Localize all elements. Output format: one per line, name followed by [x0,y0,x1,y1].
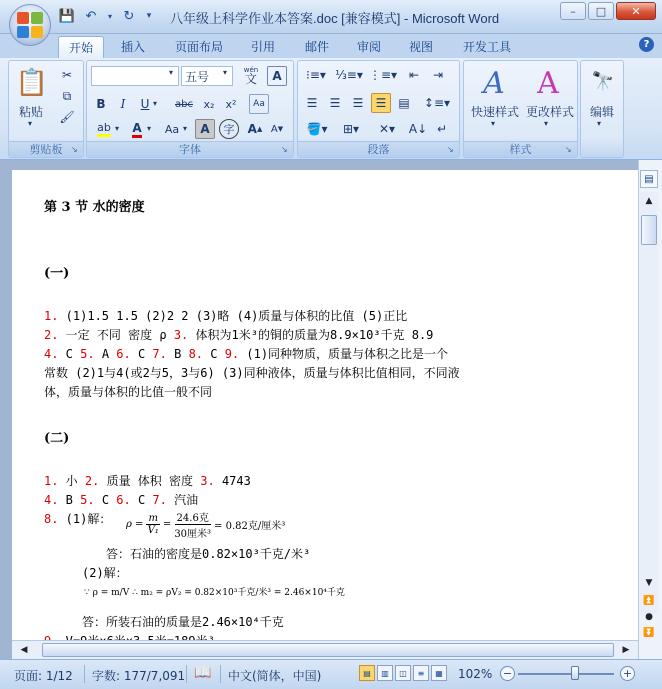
question-number: 6. [116,347,131,361]
question-number: 3. [173,328,189,342]
shading-icon[interactable]: 🪣▾ [306,122,328,136]
enclose-characters-icon[interactable]: 字 [219,119,239,139]
answer-text: B [58,493,81,507]
align-left-icon[interactable]: ☰ [306,96,318,110]
print-layout-view-icon[interactable]: ▤ [359,665,375,681]
phonetic-guide-button[interactable] [239,65,263,85]
formula-fraction-2 [174,509,211,540]
tab-review[interactable]: 审阅 [356,40,381,54]
formula-rho: ρ = [126,518,144,530]
change-styles-dropdown-icon[interactable]: ▾ [544,119,549,128]
formula-equals: = [162,518,172,530]
status-separator [84,665,85,683]
redo-icon[interactable]: ↻ [123,8,135,24]
answer-line [44,510,111,527]
answer-text: 4743 [214,474,251,488]
underline-icon[interactable]: U [140,97,150,111]
ribbon-tabs [0,34,662,58]
styles-group [463,60,578,158]
strikethrough-icon[interactable]: abc [175,98,193,110]
answer-text: C [94,493,117,507]
ruler-toggle-icon[interactable]: ▤ [640,170,658,188]
answer-text: (1)1.5 1.5 (2)2 2 (3)略 (4)质量与体积的比值 (5)正比 [58,309,408,323]
clear-formatting-icon[interactable]: Aa [249,94,269,114]
horizontal-scrollbar[interactable] [12,640,638,659]
browse-object-icon[interactable]: ● [645,612,653,622]
page-count[interactable]: 页面: 1/12 [14,669,73,683]
question-number: 2. [84,474,100,488]
bold-icon[interactable]: B [96,97,106,111]
tab-references[interactable]: 引用 [250,40,275,54]
font-color-icon[interactable]: A [127,119,147,139]
font-name-select[interactable] [91,66,179,86]
styles-launcher-icon[interactable]: ↘ [565,145,572,154]
zoom-out-icon[interactable]: − [500,666,515,681]
character-border-button[interactable]: A [267,66,287,86]
change-styles-button[interactable]: 更改样式 [525,105,574,119]
full-screen-reading-icon[interactable]: ▥ [377,665,393,681]
quick-styles-dropdown-icon[interactable]: ▾ [491,119,496,128]
answer-text: C [58,347,81,361]
zoom-in-icon[interactable]: + [620,666,635,681]
phonetic-guide-char: 文 [244,72,257,86]
tab-developer[interactable]: 开发工具 [462,40,511,54]
density-formula-2: ∵ ρ = m/V ∴ m₂ = ρV₂ = 0.82×10³千克/米³ = 2.46×10⁴千克 [84,588,345,598]
paste-dropdown-icon[interactable]: ▾ [28,119,33,128]
save-icon[interactable]: 💾 [58,8,76,24]
answer-line [44,472,251,489]
question-number: 4. [44,493,59,507]
multilevel-list-icon[interactable]: ⋮≡▾ [368,68,398,82]
font-launcher-icon[interactable]: ↘ [281,145,288,154]
formula-denominator-1: V₁ [147,524,159,536]
asian-layout-icon[interactable]: ✕▾ [378,122,396,136]
paragraph-group-label: 段落 [298,141,459,157]
borders-icon[interactable]: ⊞▾ [342,122,360,136]
customize-qat-icon[interactable]: ▾ [146,11,152,21]
answer-text: 汽油 [166,493,199,507]
office-logo-icon [17,12,43,38]
clipboard-group [8,60,84,158]
show-marks-icon[interactable]: ↵ [436,122,448,136]
next-page-icon[interactable]: ⏬ [643,628,655,638]
clipboard-group-label: 剪贴板 [9,141,83,157]
formula-numerator-2: 24.6克 [175,509,211,525]
shrink-font-icon[interactable]: A ▼ [270,123,284,135]
font-group-label: 字体 [87,141,293,157]
paste-icon[interactable]: 📋 [15,68,49,98]
previous-page-icon[interactable]: ⏫ [643,596,655,606]
question-number: 5. [80,347,95,361]
font-group [86,60,294,158]
zoom-level[interactable]: 102% [458,667,493,681]
question-number: 6. [116,493,131,507]
answer-text: 体积为1米³的铜的质量为8.9×10³千克 8.9 [188,328,434,342]
character-shading-icon[interactable]: A [195,119,215,139]
editing-group [580,60,624,158]
answer-text: 小 [58,474,85,488]
answer-text: B [166,347,189,361]
section-1-heading: (一) [44,266,70,281]
formula-denominator-2: 30厘米³ [174,528,212,540]
zoom-slider[interactable] [518,673,614,675]
vertical-scroll-thumb[interactable] [641,215,657,245]
question-number: 3. [200,474,215,488]
outline-view-icon[interactable]: ≡ [413,665,429,681]
close-button[interactable]: ✕ [616,2,656,20]
formula-fraction-1 [146,513,159,536]
quick-styles-button[interactable]: 快速样式 [470,105,519,119]
question-number: 7. [152,493,167,507]
question-number: 8. [188,347,204,361]
answer-text: C [130,347,153,361]
scroll-down-icon[interactable]: ▼ [645,578,653,588]
increase-indent-icon[interactable]: ⇥ [432,68,444,82]
answer-text: C [203,347,225,361]
section-2-heading: (二) [44,431,70,446]
align-center-icon[interactable]: ☰ [329,96,341,110]
answer-text: A [94,347,117,361]
font-size-dropdown-icon[interactable]: ▾ [223,68,228,77]
change-case-icon[interactable]: Aa [164,122,180,136]
proofing-icon[interactable]: 📖 [194,665,212,681]
tab-view[interactable]: 视图 [408,40,433,54]
format-painter-icon[interactable]: 🖌 [59,110,75,124]
title-bar [0,0,662,34]
answer-text: C [130,493,153,507]
answer-statement: 答：石油的密度是0.82×10³千克/米³ [106,547,311,561]
help-icon[interactable]: ? [639,37,654,52]
word-count[interactable]: 字数: 177/7,091 [92,669,186,683]
quick-styles-icon[interactable]: A [483,65,505,101]
answer-statement: 答：所装石油的质量是2.46×10⁴千克 [82,615,284,629]
minimize-button[interactable]: – [560,2,586,20]
subscript-icon[interactable]: x₂ [203,97,215,111]
editing-dropdown-icon[interactable]: ▾ [597,119,602,128]
undo-icon[interactable]: ↶ [85,8,97,24]
phonetic-guide-pinyin: wén [243,66,259,74]
italic-icon[interactable]: I [120,97,126,111]
status-separator [220,665,221,683]
ribbon [0,58,662,160]
decrease-indent-icon[interactable]: ⇤ [408,68,420,82]
tab-mailings[interactable]: 邮件 [304,40,329,54]
question-number: 2. [44,328,59,342]
copy-icon[interactable]: ⧉ [62,88,72,103]
question-number: 8. [44,512,59,526]
paragraph-group [297,60,460,158]
grow-font-icon[interactable]: A ▲ [247,122,263,136]
superscript-icon[interactable]: x² [225,97,237,111]
density-formula-1 [126,507,285,541]
draft-view-icon[interactable]: ▦ [431,665,447,681]
clipboard-launcher-icon[interactable]: ↘ [71,145,78,154]
office-button[interactable] [9,4,51,46]
status-bar [0,659,662,689]
change-styles-icon[interactable]: A [537,65,559,101]
highlight-dropdown-icon[interactable]: ▾ [115,124,120,133]
scroll-right-icon[interactable]: ▶ [622,645,630,655]
sub-question-label: (2)解： [82,566,128,580]
answer-line [44,326,433,343]
answer-line: 体，质量与体积的比值一般不同 [44,385,213,399]
question-number: 1. [44,474,59,488]
answer-line [44,307,407,324]
question-number: 5. [80,493,95,507]
maximize-button[interactable]: □ [588,2,614,20]
change-case-dropdown-icon[interactable]: ▾ [183,124,188,133]
window-title: 八年级上科学作业本答案.doc [兼容模式] - Microsoft Word [170,11,500,26]
undo-dropdown-icon[interactable]: ▾ [107,11,112,21]
answer-line [44,491,198,508]
distributed-icon[interactable]: ▤ [398,96,410,110]
section-title: 第 3 节 水的密度 [44,200,145,215]
formula-result: = 0.82克/厘米³ [214,520,286,532]
formula-numerator-1: m [148,512,158,524]
scroll-up-icon[interactable]: ▲ [645,196,653,206]
binoculars-icon[interactable]: 🔭 [591,70,615,92]
answer-line: 常数 (2)1与4(或2与5，3与6) (3)同种液体，质量与体积比值相同，不同液 [44,366,460,380]
vertical-scrollbar[interactable] [640,192,658,614]
status-separator [186,665,187,683]
justify-icon[interactable]: ☰ [371,93,391,113]
answer-text: (1)同种物质，质量与体积之比是一个 [239,347,449,361]
answer-text: 一定 不同 密度 ρ [58,328,174,342]
question-number: 7. [152,347,167,361]
editing-button[interactable]: 编辑 [589,105,614,119]
highlight-icon[interactable]: ab [91,119,117,139]
numbering-icon[interactable]: ⅓≡▾ [335,68,363,82]
tab-home[interactable]: 开始 [58,36,104,58]
answer-text: (1)解： [58,512,112,526]
sort-icon[interactable]: A↓ [408,122,428,136]
question-number: 1. [44,309,59,323]
answer-text: 质量 体积 密度 [99,474,201,488]
styles-group-label: 样式 [464,141,577,157]
language-indicator[interactable]: 中文(简体，中国) [228,669,322,683]
question-number: 4. [44,347,59,361]
quick-access-toolbar [58,7,154,25]
paste-button[interactable]: 粘贴 [18,105,43,119]
bullets-icon[interactable]: ⁝≡▾ [306,68,326,82]
document-page[interactable] [12,170,638,659]
line-spacing-icon[interactable]: ↕≡▾ [423,96,451,110]
font-color-dropdown-icon[interactable]: ▾ [147,124,152,133]
scroll-left-icon[interactable]: ◀ [20,645,28,655]
web-layout-icon[interactable]: ◫ [395,665,411,681]
horizontal-scroll-thumb[interactable] [42,643,614,657]
answer-line [44,345,448,362]
paragraph-launcher-icon[interactable]: ↘ [447,145,454,154]
underline-dropdown-icon[interactable]: ▾ [153,99,158,108]
font-name-dropdown-icon[interactable]: ▾ [169,68,174,77]
cut-icon[interactable]: ✂ [61,68,73,82]
font-size-value: 五号 [185,69,210,84]
zoom-slider-thumb[interactable] [571,666,579,680]
tab-page-layout[interactable]: 页面布局 [174,40,223,54]
align-right-icon[interactable]: ☰ [352,96,364,110]
tab-insert[interactable]: 插入 [120,40,145,54]
question-number: 9. [224,347,240,361]
